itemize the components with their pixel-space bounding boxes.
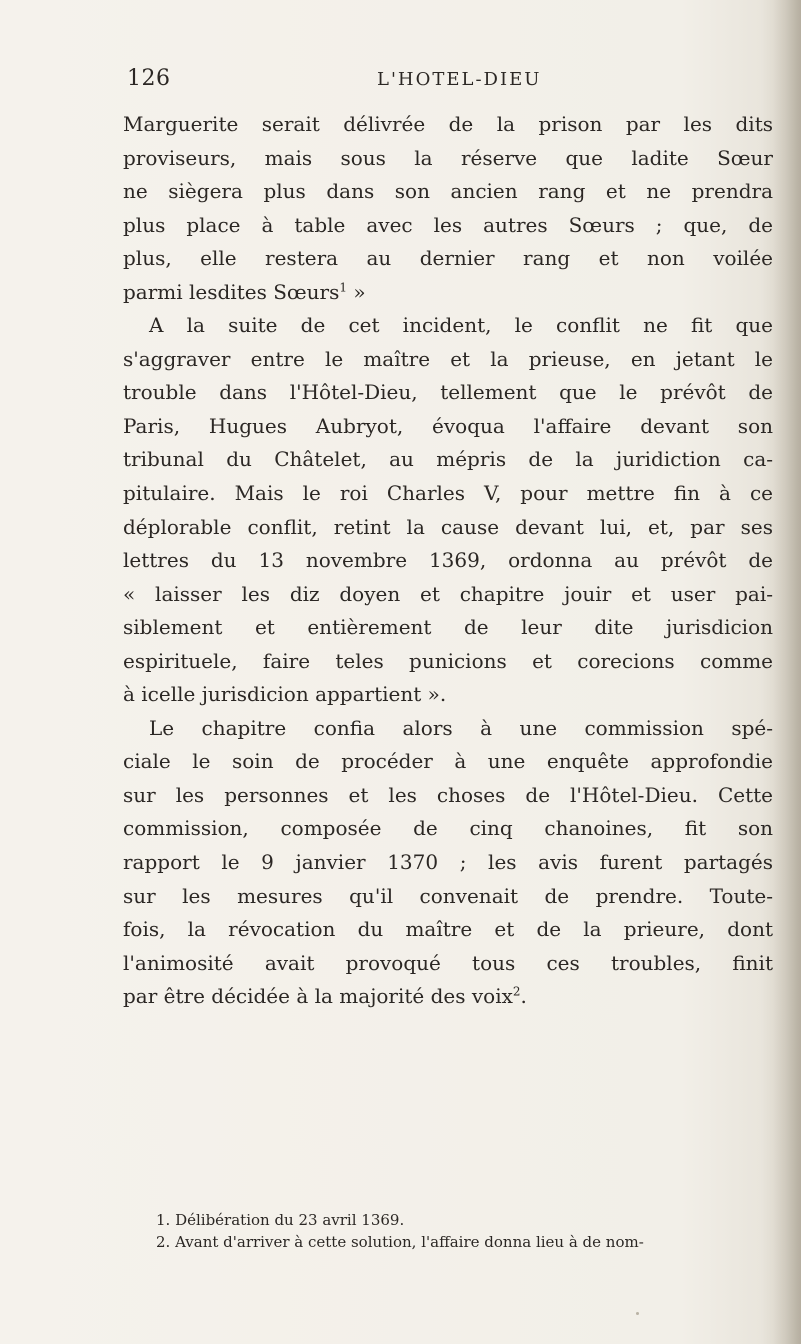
text-line: l'animosité avait provoqué tous ces troubles, finit [123, 950, 773, 975]
text-line: « laisser les diz doyen et chapitre jouir et user pai- [123, 581, 773, 606]
page-edge-shadow [773, 0, 801, 1344]
text-line: plus place à table avec les autres Sœurs ; que, de [123, 212, 773, 237]
text-line: commission, composée de cinq chanoines, fit son [123, 816, 773, 841]
text-line: Le chapitre confia alors à une commission spé- [149, 715, 773, 740]
footnote: 1. Délibération du 23 avril 1369. [156, 1211, 405, 1229]
page-header [127, 66, 657, 96]
text-line: fois, la révocation du maître et de la prieure, dont [123, 917, 773, 942]
text-line [123, 276, 773, 310]
text-line: espirituele, faire teles punicions et corecions comme [123, 648, 773, 673]
footnotes [156, 1209, 766, 1253]
text-line: ne siègera plus dans son ancien rang et ne prendra [123, 179, 773, 204]
text-line: à icelle jurisdicion appartient ». [123, 682, 447, 707]
text-line: s'aggraver entre le maître et la prieuse, en jetant le [123, 346, 773, 371]
text-line: sur les personnes et les choses de l'Hôtel-Dieu. Cette [123, 782, 773, 807]
footnote-reference: 1 [339, 280, 348, 295]
text-line: Paris, Hugues Aubryot, évoqua l'affaire devant son [123, 413, 773, 438]
text-fragment: » [347, 279, 366, 304]
text-line: Marguerite serait délivrée de la prison par les dits [123, 112, 773, 136]
text-fragment: parmi lesdites Sœurs [123, 279, 340, 304]
footnote: 2. Avant d'arriver à cette solution, l'affaire donna lieu à de nom- [156, 1233, 644, 1251]
text-line: plus, elle restera au dernier rang et non voilée [123, 246, 773, 271]
text-line: pitulaire. Mais le roi Charles V, pour mettre fin à ce [123, 481, 773, 506]
running-head: L'HOTEL-DIEU [377, 69, 542, 90]
page-number: 126 [127, 66, 171, 91]
paragraph-3 [123, 712, 773, 1014]
text-line: siblement et entièrement de leur dite jurisdicion [123, 615, 773, 640]
text-line: ciale le soin de procéder à une enquête approfondie [123, 749, 773, 774]
body-text [123, 108, 773, 1014]
paper-speck [636, 1312, 639, 1315]
text-fragment: . [520, 984, 527, 1009]
text-fragment: par être décidée à la majorité des voix [123, 984, 513, 1009]
text-line [123, 980, 773, 1014]
text-line: rapport le 9 janvier 1370 ; les avis furent partagés [123, 850, 773, 875]
text-line: trouble dans l'Hôtel-Dieu, tellement que le prévôt de [123, 380, 773, 405]
text-line: A la suite de cet incident, le conflit ne fit que [149, 313, 773, 338]
text-line: tribunal du Châtelet, au mépris de la juridiction ca- [123, 447, 773, 472]
text-line: lettres du 13 novembre 1369, ordonna au prévôt de [123, 548, 773, 573]
text-line: sur les mesures qu'il convenait de prendre. Toute- [123, 883, 773, 908]
footnote-reference: 2 [512, 984, 521, 999]
text-line: déplorable conflit, retint la cause devant lui, et, par ses [123, 514, 773, 539]
text-line: proviseurs, mais sous la réserve que ladite Sœur [123, 145, 773, 170]
paragraph-1 [123, 108, 773, 309]
paragraph-2 [123, 309, 773, 712]
